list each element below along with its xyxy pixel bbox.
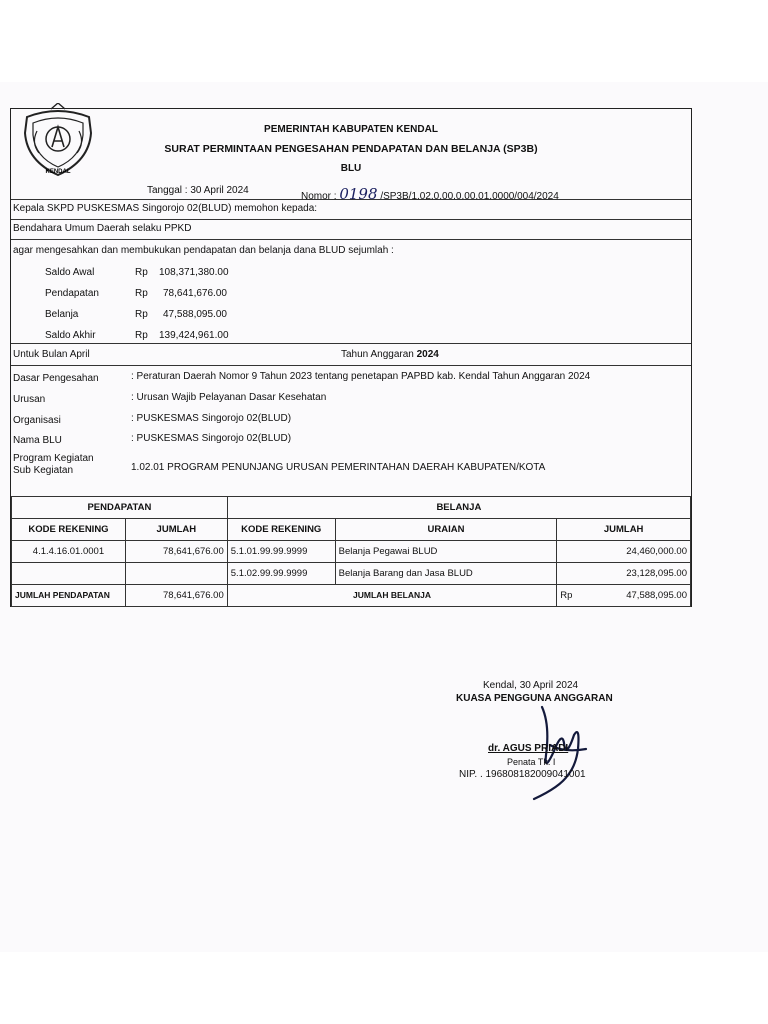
detail-label-urusan: Urusan xyxy=(13,394,46,405)
svg-text:KENDAL: KENDAL xyxy=(45,169,71,175)
signatory-name: dr. AGUS PRIADI xyxy=(488,743,569,754)
total-pendapatan-label: JUMLAH PENDAPATAN xyxy=(12,585,126,607)
belanja-header: BELANJA xyxy=(227,497,690,519)
col-kode-rekening-belanja: KODE REKENING xyxy=(227,519,335,541)
total-belanja-label: JUMLAH BELANJA xyxy=(227,585,557,607)
col-jumlah-belanja: JUMLAH xyxy=(557,519,691,541)
detail-value-nama-blu: : PUSKESMAS Singorojo 02(BLUD) xyxy=(131,433,292,444)
sub-kegiatan-label: Sub Kegiatan xyxy=(13,465,74,476)
col-uraian: URAIAN xyxy=(335,519,557,541)
total-pendapatan-value: 78,641,676.00 xyxy=(125,585,227,607)
number-label: Nomor : xyxy=(301,191,337,202)
col-kode-rekening: KODE REKENING xyxy=(12,519,126,541)
table-row: 4.1.4.16.01.0001 78,641,676.00 5.1.01.99.99.9999 Belanja Pegawai BLUD 24,460,000.00 xyxy=(12,541,691,563)
number-suffix: /SP3B/1.02.0.00.0.00.01.0000/004/2024 xyxy=(380,191,559,202)
total-belanja-value: Rp 47,588,095.00 xyxy=(557,585,691,607)
detail-label-dasar: Dasar Pengesahan xyxy=(13,373,99,384)
request-text: agar mengesahkan dan membukukan pendapatan dan belanja dana BLUD sejumlah : xyxy=(13,245,394,256)
detail-value-urusan: : Urusan Wajib Pelayanan Dasar Kesehatan xyxy=(131,392,327,403)
period-year: Tahun Anggaran 2024 xyxy=(341,349,439,360)
table-row: 5.1.02.99.99.9999 Belanja Barang dan Jasa BLUD 23,128,095.00 xyxy=(12,563,691,585)
document-title: SURAT PERMINTAAN PENGESAHAN PENDAPATAN DAN BELANJA (SP3B) xyxy=(164,143,538,155)
program-value: 1.02.01 PROGRAM PENUNJANG URUSAN PEMERINTAHAN DAERAH KABUPATEN/KOTA xyxy=(131,462,546,473)
table-total-row xyxy=(12,585,691,607)
signatory-nip: NIP. . 196808182009041001 xyxy=(459,769,586,780)
detail-label-organisasi: Organisasi xyxy=(13,415,61,426)
signature-place-date: Kendal, 30 April 2024 xyxy=(483,680,579,691)
pendapatan-header: PENDAPATAN xyxy=(12,497,228,519)
document-number xyxy=(301,185,559,203)
detail-label-nama-blu: Nama BLU xyxy=(13,435,62,446)
detail-value-dasar: : Peraturan Daerah Nomor 9 Tahun 2023 tentang penetapan PAPBD kab. Kendal Tahun Anggaran 2024 xyxy=(131,371,591,382)
col-jumlah: JUMLAH xyxy=(125,519,227,541)
signature-role: KUASA PENGGUNA ANGGARAN xyxy=(456,693,613,704)
period-month: Untuk Bulan April xyxy=(13,349,90,360)
requester-text: Kepala SKPD PUSKESMAS Singorojo 02(BLUD) memohon kepada: xyxy=(13,203,318,214)
recipient-text: Bendahara Umum Daerah selaku PPKD xyxy=(13,223,192,234)
program-label: Program Kegiatan xyxy=(13,453,94,464)
detail-value-organisasi: : PUSKESMAS Singorojo 02(BLUD) xyxy=(131,413,292,424)
sp3b-document: KENDAL PEMERINTAH KABUPATEN KENDAL SURAT PERMINTAAN PENGESAHAN PENDAPATAN DAN BELANJA (SP3B) BLU Tanggal : 30 April 2024 Nomor : 0198 /SP3B/1.02.0.00.0.00.01.0000/004/2024 Kepala SKPD PUSKESMAS Singorojo 02(BLUD) memohon kepada: Bendahara Umum Daerah selaku PPKD agar mengesahkan dan membukukan pendapatan dan belanja dana BLUD sejumlah : Saldo Awal Rp 108,371,380.00 Pendapatan Rp 78,641,676.00 Belanja Rp 47,588,095.00 Saldo Akhir Rp 139,424,961.00 Untuk Bulan April Tahun Anggaran 2024 Dasar Pengesahan : Peraturan Daerah Nomor 9 Tahun 2023 tentang penetapan PAPBD kab. Kendal Tahun Anggaran 2024 Urusan : Urusan Wajib Pelayanan Dasar Kesehatan Organisasi : PUSKESMAS Singorojo 02(BLUD) Nama BLU : PUSKESMAS Singorojo 02(BLUD) Program Kegiatan Sub Kegiatan 1.02.01 PROGRAM PENUNJANG URUSAN PEMERINTAHAN DAERAH KABUPATEN/KOTA PENDAPATAN BELANJA KODE REKENING JUMLAH KODE REKENING URAIAN JUMLAH 4.1.4.16.01.0001 78,641,676.00 5.1.01.99.99.9999 Belanja Pegawai BLUD 24,460,000.00 5.1.02.99.99.9999 Belanja Barang dan Jasa BLUD 23,128,095.00 JUMLAH PENDAPATAN 78,641,676.00 JUMLAH BELANJA Rp 47,588,095.00 xyxy=(10,108,692,607)
document-date: Tanggal : 30 April 2024 xyxy=(147,185,249,196)
number-handwritten: 0198 xyxy=(339,185,378,203)
signatory-rank: Penata Tk. I xyxy=(507,757,556,767)
document-subtitle: BLU xyxy=(340,163,362,174)
government-name: PEMERINTAH KABUPATEN KENDAL xyxy=(264,124,438,135)
pendapatan-belanja-table xyxy=(11,496,691,607)
